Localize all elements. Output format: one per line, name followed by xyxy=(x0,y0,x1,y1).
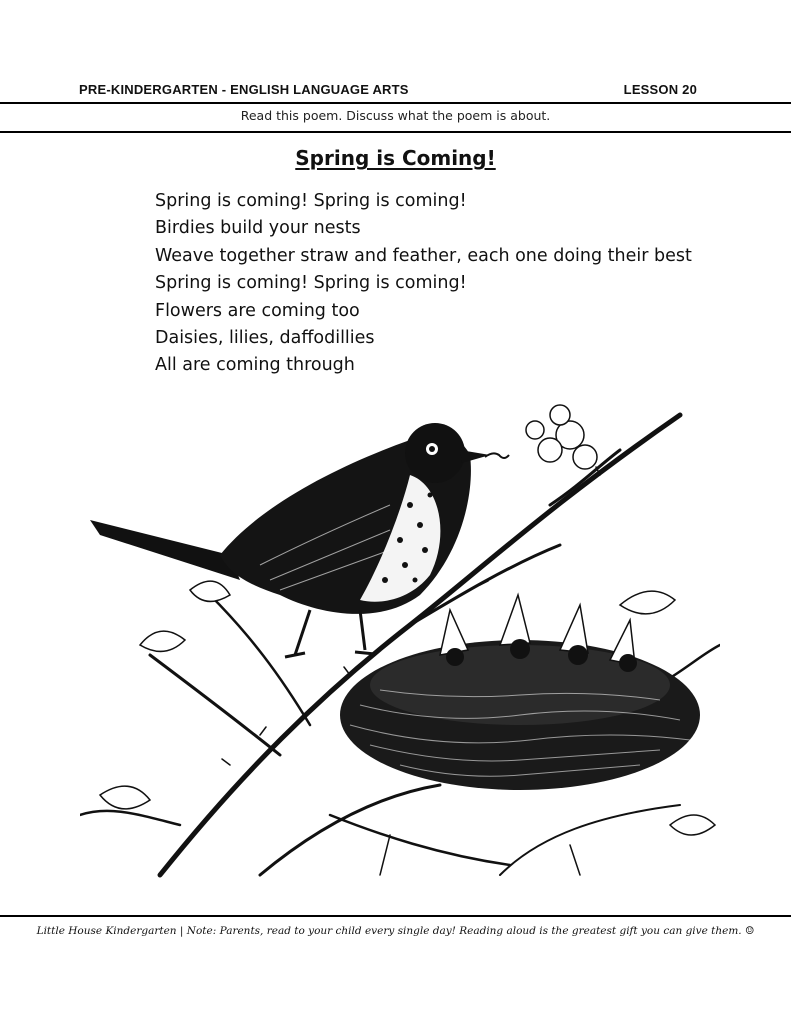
lesson-label: LESSON 20 xyxy=(623,81,697,97)
poem-line: All are coming through xyxy=(155,355,355,376)
header-divider xyxy=(0,102,791,104)
poem-line: Spring is coming! Spring is coming! xyxy=(155,273,467,294)
instruction-divider xyxy=(0,131,791,133)
poem-line: Spring is coming! Spring is coming! xyxy=(155,191,467,211)
poem-line: Birdies build your nests xyxy=(155,218,361,239)
footer-divider xyxy=(0,915,791,917)
subject-label: PRE-KINDERGARTEN - ENGLISH LANGUAGE ARTS xyxy=(79,81,409,97)
poem-body xyxy=(155,188,692,380)
bird-nest-illustration xyxy=(80,395,720,885)
poem-line: Flowers are coming too xyxy=(155,300,360,321)
poem-title: Spring is Coming! xyxy=(295,146,496,170)
page-header xyxy=(79,79,697,99)
poem-line: Daisies, lilies, daffodillies xyxy=(155,328,375,349)
footer-note: Little House Kindergarten | Note: Parents, read to your child every single day! Reading aloud is the greatest gift you can give them. ☺ xyxy=(36,925,755,937)
instruction-text: Read this poem. Discuss what the poem is about. xyxy=(240,108,551,123)
poem-line: Weave together straw and feather, each one doing their best xyxy=(155,245,692,266)
